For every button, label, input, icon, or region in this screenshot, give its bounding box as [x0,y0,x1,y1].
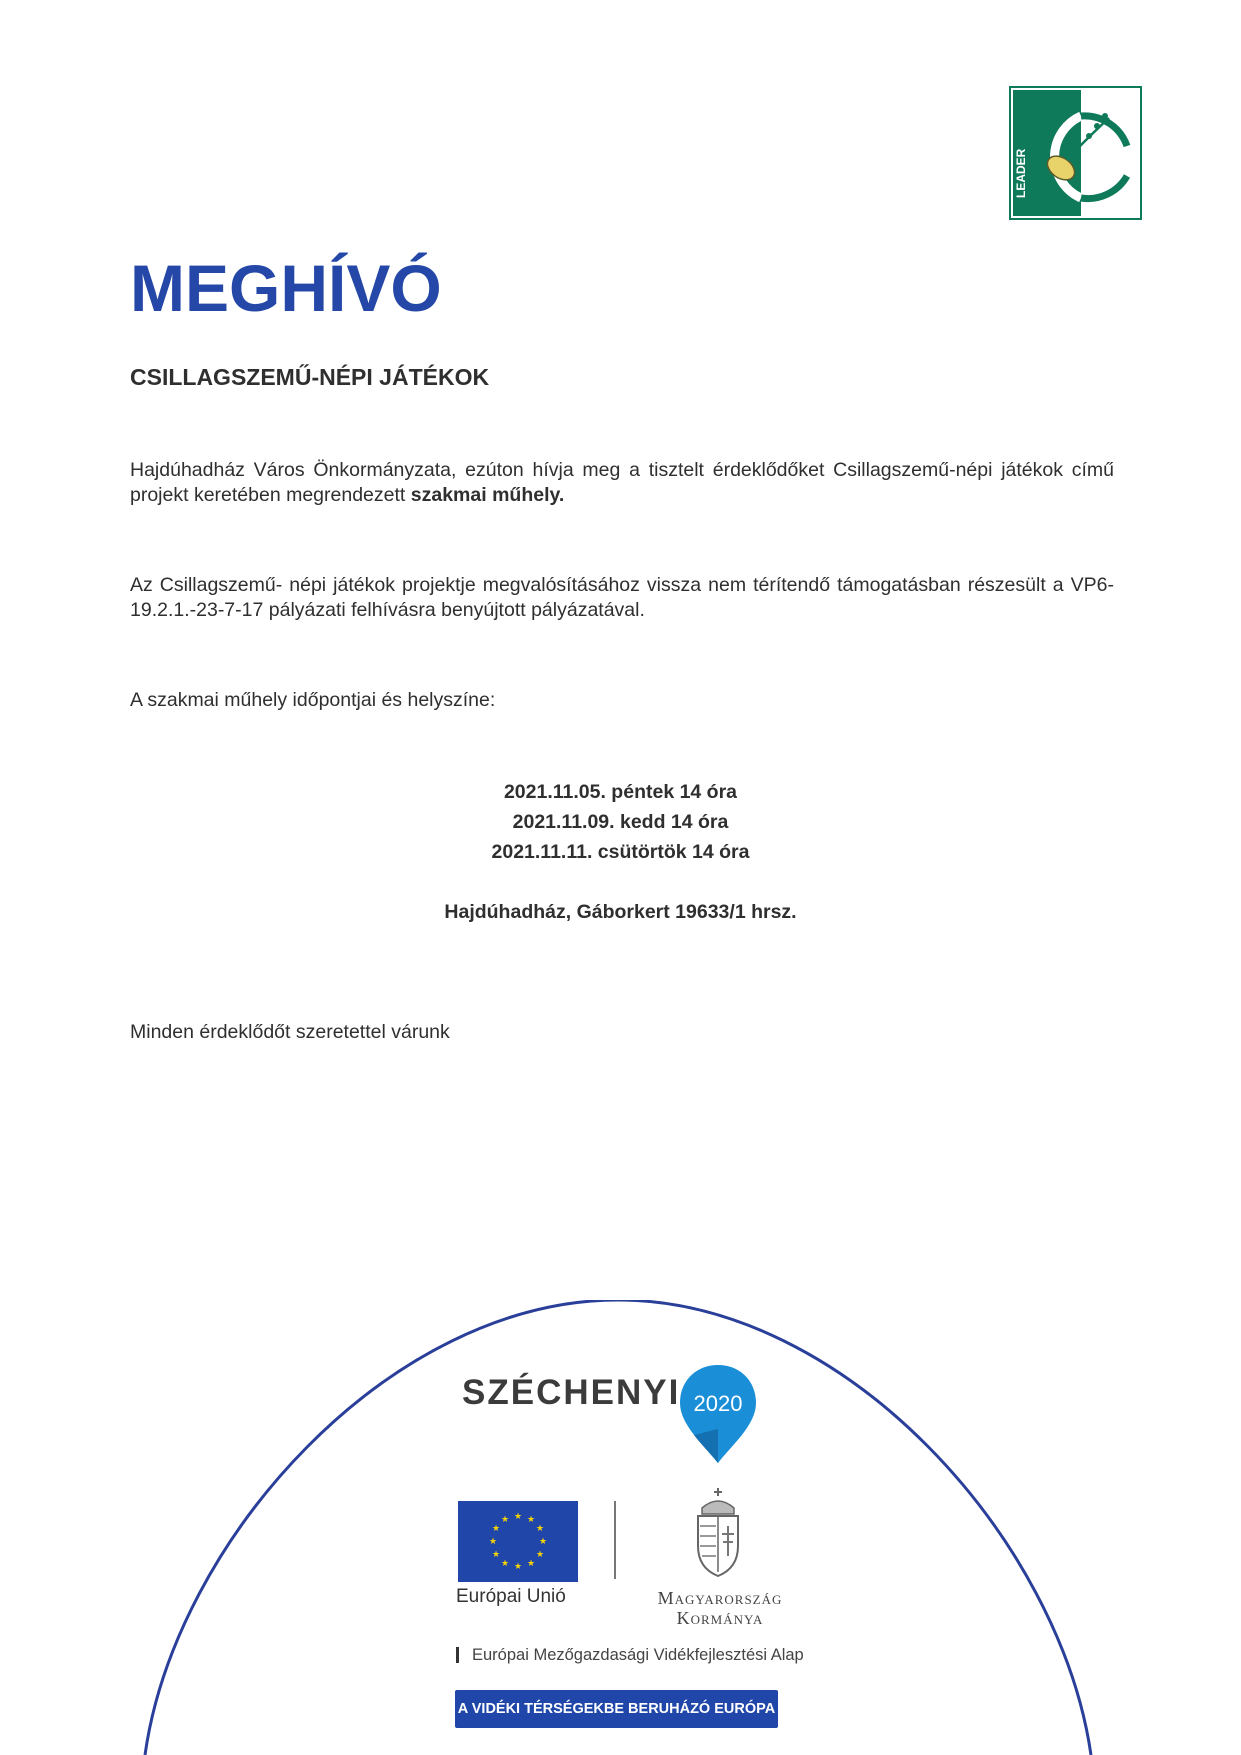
svg-text:★: ★ [500,1515,510,1525]
location-line: Hajdúhadház, Gáborkert 19633/1 hrsz. [444,901,797,923]
svg-text:★: ★ [488,1537,498,1547]
svg-text:★: ★ [526,1515,536,1525]
government-label-line1: Magyarország [657,1588,783,1608]
svg-text:★: ★ [513,1512,523,1522]
intro-bold-text: szakmai műhely. [410,484,565,506]
support-paragraph: Az Csillagszemű- népi játékok projektje megvalósításához vissza nem térítendő támogatásban részesült a VP6-19.2.1.-23-7-17 pályázati felhívásra benyújtott pályázatával. [130,574,1114,621]
logo-divider [614,1501,616,1579]
svg-text:★: ★ [500,1559,510,1569]
fund-label: Európai Mezőgazdasági Vidékfejlesztési Alap [472,1646,804,1664]
hungarian-coat-of-arms-icon [690,1486,746,1578]
date-line: 2021.11.05. péntek 14 óra [503,781,738,803]
schedule-heading: A szakmai műhely időpontjai és helyszíne: [130,689,496,711]
intro-text: Hajdúhadház Város Önkormányzata, ezúton hívja meg a tisztelt érdeklődőket Csillagszemű-népi játékok című projekt keretében megrendezett [130,459,1114,506]
fund-marker [456,1647,459,1663]
svg-text:★: ★ [538,1537,548,1547]
footer-arc [0,1300,1241,1755]
footer-banner-text: A VIDÉKI TÉRSÉGEKBE BERUHÁZÓ EURÓPA [457,1701,776,1717]
szechenyi-2020-pin-icon [678,1363,758,1465]
eu-flag-icon [458,1501,578,1582]
svg-text:★: ★ [491,1550,501,1560]
government-label-line2: Kormánya [676,1608,764,1628]
eu-label: Európai Unió [456,1586,566,1607]
page-title: MEGHÍVÓ [130,251,442,325]
svg-text:★: ★ [513,1562,523,1572]
szechenyi-year: 2020 [693,1391,743,1416]
leader-logo-text: LEADER [1014,148,1028,198]
date-line: 2021.11.11. csütörtök 14 óra [491,841,750,863]
leader-logo-icon [1009,86,1142,220]
page-subtitle: CSILLAGSZEMŰ-NÉPI JÁTÉKOK [130,364,490,390]
closing-text: Minden érdeklődőt szeretettel várunk [130,1021,450,1043]
svg-text:★: ★ [526,1559,536,1569]
svg-text:★: ★ [535,1524,545,1534]
szechenyi-logo-text: SZÉCHENYI [462,1373,681,1412]
svg-text:★: ★ [491,1524,501,1534]
intro-paragraph [130,458,1114,508]
date-line: 2021.11.09. kedd 14 óra [512,811,729,833]
svg-text:★: ★ [535,1550,545,1560]
